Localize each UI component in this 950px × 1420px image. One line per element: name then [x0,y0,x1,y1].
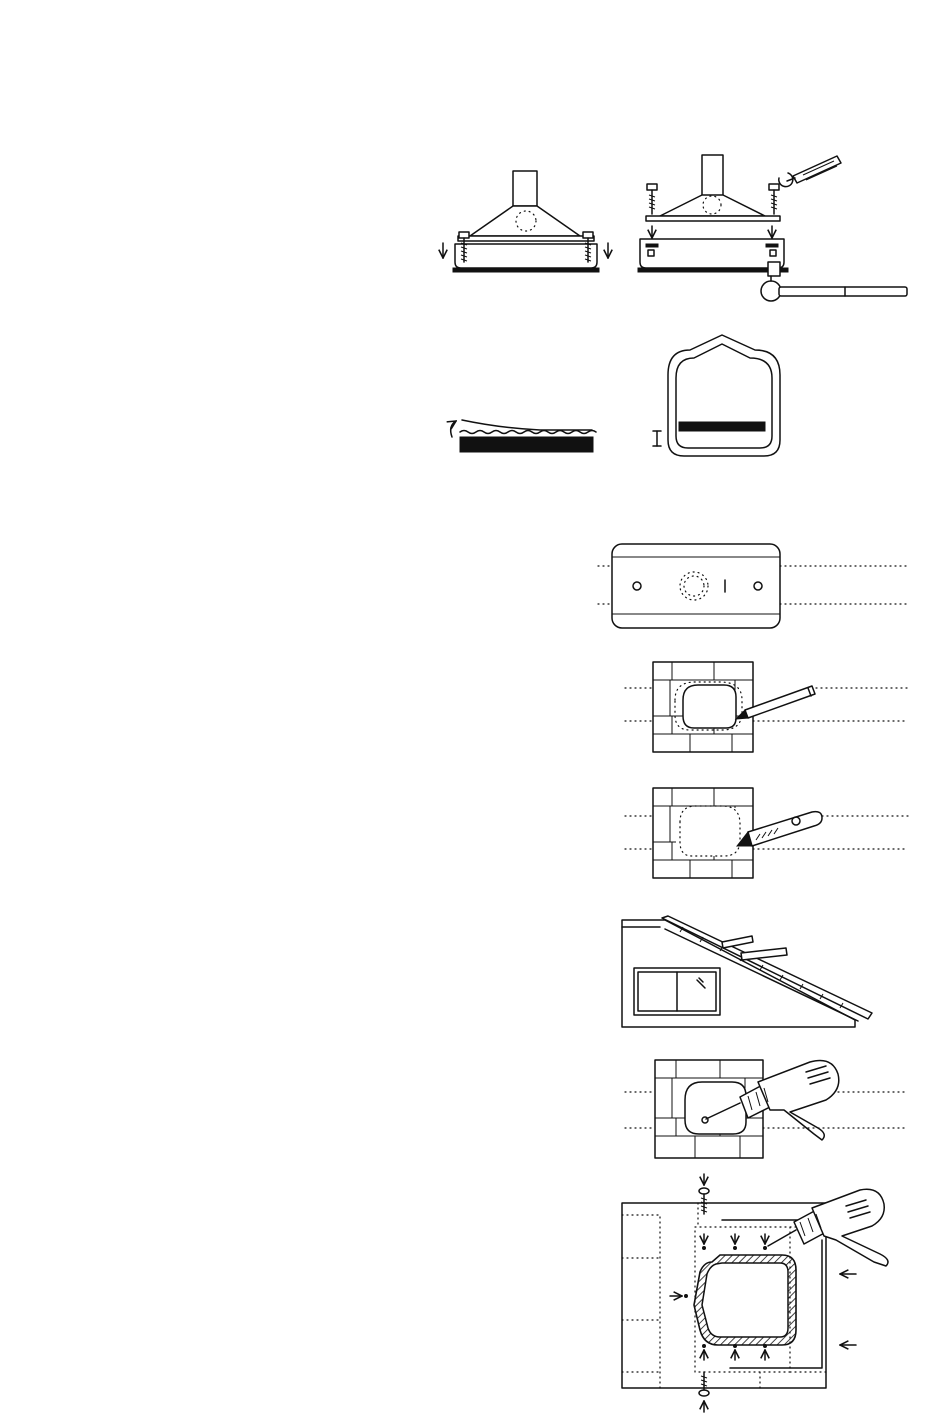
vent-pipe [513,171,537,206]
seal-block [460,437,593,452]
step-template-align [598,544,908,628]
frame-outer [668,335,780,456]
frame-opening [702,1263,788,1337]
base-seal [638,268,788,272]
base-frame [640,239,784,268]
screwdriver-icon [779,156,841,187]
bolt-slot-left [646,244,658,247]
step-screw-frame [622,1174,888,1412]
flange-plate [646,216,780,221]
curved-arrow-icon [451,421,456,437]
step-flange-bolts-down [443,171,608,272]
height-marker [653,431,661,446]
step-drill-pilot-hole [625,1060,908,1158]
step-seal-strip-peel [451,420,596,452]
step-flange-tighten-wrench [638,155,907,301]
flange-cone [660,195,765,216]
peeled-strip [462,420,592,430]
step-cut-outline-knife [625,788,908,878]
vent-pipe [702,155,723,197]
template-shape [685,1082,746,1134]
step-frame-measure [653,335,780,456]
base-seal [453,268,599,272]
bolt-left [647,184,657,214]
bolt-slot-right [766,244,778,247]
step-mark-outline-pencil [625,662,908,752]
flange-plate [458,236,594,241]
bolt-right [769,184,779,214]
step-roof-section [622,916,872,1027]
adhesive-edge [460,431,596,434]
seal-strip [679,422,765,431]
template-shape [683,685,736,728]
base-frame [455,244,597,268]
